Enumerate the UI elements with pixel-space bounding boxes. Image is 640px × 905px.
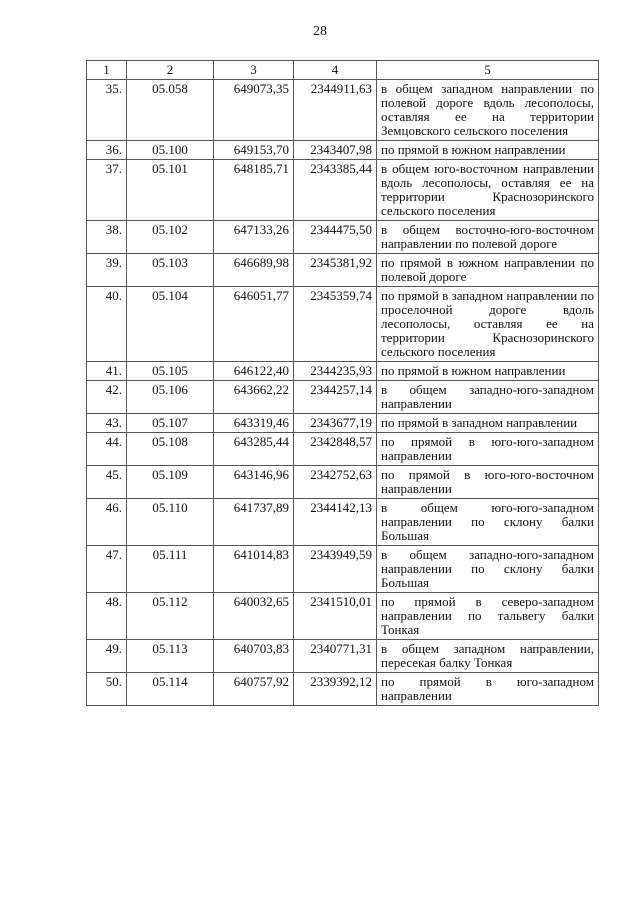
x-coordinate-cell: 646122,40 <box>214 362 294 381</box>
point-code-cell: 05.110 <box>127 499 214 546</box>
row-number-cell: 39. <box>87 254 127 287</box>
x-coordinate-cell: 640703,83 <box>214 640 294 673</box>
page-number: 28 <box>313 24 327 39</box>
row-number-cell: 44. <box>87 433 127 466</box>
point-code-cell: 05.101 <box>127 160 214 221</box>
x-coordinate-cell: 640032,65 <box>214 593 294 640</box>
table-row <box>87 221 599 254</box>
y-coordinate-cell: 2344257,14 <box>294 381 377 414</box>
column-header: 4 <box>294 61 377 80</box>
x-coordinate-cell: 649153,70 <box>214 141 294 160</box>
y-coordinate-cell: 2343407,98 <box>294 141 377 160</box>
table-row <box>87 593 599 640</box>
point-code-cell: 05.103 <box>127 254 214 287</box>
row-number-cell: 37. <box>87 160 127 221</box>
x-coordinate-cell: 640757,92 <box>214 673 294 706</box>
x-coordinate-cell: 649073,35 <box>214 80 294 141</box>
point-code-cell: 05.102 <box>127 221 214 254</box>
direction-description-cell: в общем западном направлении по полевой дороге вдоль лесополосы, оставляя ее на территории Земцовского сельского поселения <box>377 80 599 141</box>
table-row <box>87 640 599 673</box>
x-coordinate-cell: 647133,26 <box>214 221 294 254</box>
x-coordinate-cell: 643146,96 <box>214 466 294 499</box>
table-row <box>87 414 599 433</box>
y-coordinate-cell: 2343677,19 <box>294 414 377 433</box>
direction-description-cell: в общем юго-восточном направлении вдоль лесополосы, оставляя ее на территории Краснозоринского сельского поселения <box>377 160 599 221</box>
row-number-cell: 48. <box>87 593 127 640</box>
column-header: 5 <box>377 61 599 80</box>
table-row <box>87 254 599 287</box>
row-number-cell: 40. <box>87 287 127 362</box>
point-code-cell: 05.114 <box>127 673 214 706</box>
table-header-row <box>87 61 599 80</box>
point-code-cell: 05.107 <box>127 414 214 433</box>
table-row <box>87 546 599 593</box>
x-coordinate-cell: 643662,22 <box>214 381 294 414</box>
point-code-cell: 05.111 <box>127 546 214 593</box>
table-row <box>87 499 599 546</box>
column-header: 1 <box>87 61 127 80</box>
x-coordinate-cell: 641737,89 <box>214 499 294 546</box>
x-coordinate-cell: 648185,71 <box>214 160 294 221</box>
row-number-cell: 46. <box>87 499 127 546</box>
row-number-cell: 49. <box>87 640 127 673</box>
row-number-cell: 36. <box>87 141 127 160</box>
point-code-cell: 05.109 <box>127 466 214 499</box>
x-coordinate-cell: 643319,46 <box>214 414 294 433</box>
direction-description-cell: по прямой в западном направлении по проселочной дороге вдоль лесополосы, оставляя ее на территории Краснозоринского сельского поселения <box>377 287 599 362</box>
point-code-cell: 05.100 <box>127 141 214 160</box>
point-code-cell: 05.058 <box>127 80 214 141</box>
direction-description-cell: по прямой в западном направлении <box>377 414 599 433</box>
direction-description-cell: по прямой в юго-западном направлении <box>377 673 599 706</box>
point-code-cell: 05.112 <box>127 593 214 640</box>
y-coordinate-cell: 2344142,13 <box>294 499 377 546</box>
x-coordinate-cell: 643285,44 <box>214 433 294 466</box>
y-coordinate-cell: 2345359,74 <box>294 287 377 362</box>
direction-description-cell: в общем западном направлении, пересекая балку Тонкая <box>377 640 599 673</box>
row-number-cell: 41. <box>87 362 127 381</box>
row-number-cell: 35. <box>87 80 127 141</box>
table-row <box>87 160 599 221</box>
direction-description-cell: по прямой в юго-юго-западном направлении <box>377 433 599 466</box>
table-body <box>87 80 599 706</box>
table-row <box>87 433 599 466</box>
table-row <box>87 80 599 141</box>
point-code-cell: 05.104 <box>127 287 214 362</box>
x-coordinate-cell: 646689,98 <box>214 254 294 287</box>
coordinates-table <box>86 60 599 706</box>
x-coordinate-cell: 641014,83 <box>214 546 294 593</box>
y-coordinate-cell: 2344235,93 <box>294 362 377 381</box>
y-coordinate-cell: 2343385,44 <box>294 160 377 221</box>
direction-description-cell: по прямой в северо-западном направлении по тальвегу балки Тонкая <box>377 593 599 640</box>
y-coordinate-cell: 2341510,01 <box>294 593 377 640</box>
table-row <box>87 141 599 160</box>
y-coordinate-cell: 2344475,50 <box>294 221 377 254</box>
y-coordinate-cell: 2339392,12 <box>294 673 377 706</box>
direction-description-cell: по прямой в юго-юго-восточном направлении <box>377 466 599 499</box>
point-code-cell: 05.108 <box>127 433 214 466</box>
row-number-cell: 38. <box>87 221 127 254</box>
column-header: 2 <box>127 61 214 80</box>
table-row <box>87 287 599 362</box>
y-coordinate-cell: 2345381,92 <box>294 254 377 287</box>
point-code-cell: 05.105 <box>127 362 214 381</box>
y-coordinate-cell: 2342848,57 <box>294 433 377 466</box>
direction-description-cell: по прямой в южном направлении <box>377 362 599 381</box>
row-number-cell: 47. <box>87 546 127 593</box>
column-header: 3 <box>214 61 294 80</box>
table-row <box>87 673 599 706</box>
direction-description-cell: по прямой в южном направлении по полевой дороге <box>377 254 599 287</box>
direction-description-cell: в общем юго-юго-западном направлении по склону балки Большая <box>377 499 599 546</box>
direction-description-cell: в общем западно-юго-западном направлении по склону балки Большая <box>377 546 599 593</box>
y-coordinate-cell: 2340771,31 <box>294 640 377 673</box>
row-number-cell: 50. <box>87 673 127 706</box>
row-number-cell: 43. <box>87 414 127 433</box>
y-coordinate-cell: 2342752,63 <box>294 466 377 499</box>
direction-description-cell: по прямой в южном направлении <box>377 141 599 160</box>
row-number-cell: 45. <box>87 466 127 499</box>
point-code-cell: 05.113 <box>127 640 214 673</box>
table-row <box>87 362 599 381</box>
point-code-cell: 05.106 <box>127 381 214 414</box>
direction-description-cell: в общем западно-юго-западном направлении <box>377 381 599 414</box>
direction-description-cell: в общем восточно-юго-восточном направлении по полевой дороге <box>377 221 599 254</box>
y-coordinate-cell: 2343949,59 <box>294 546 377 593</box>
table-row <box>87 381 599 414</box>
x-coordinate-cell: 646051,77 <box>214 287 294 362</box>
table-row <box>87 466 599 499</box>
y-coordinate-cell: 2344911,63 <box>294 80 377 141</box>
row-number-cell: 42. <box>87 381 127 414</box>
